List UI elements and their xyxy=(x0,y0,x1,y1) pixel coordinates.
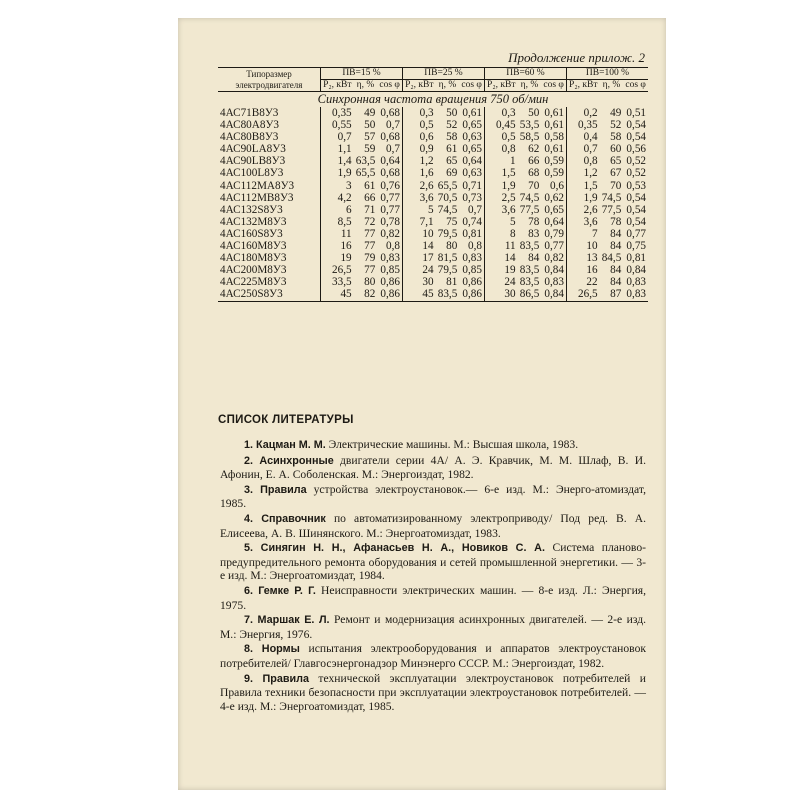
value-cell: 0,77 xyxy=(544,240,564,253)
group-header: ПВ=25 % xyxy=(402,68,484,80)
value-cell: 0,59 xyxy=(544,155,564,168)
value-cell: 70 xyxy=(528,179,540,192)
reference-item xyxy=(220,438,646,453)
value-cell: 81 xyxy=(446,276,458,289)
reference-author: 2. Асинхронные xyxy=(244,454,334,467)
sub-header-cell: η, % xyxy=(600,80,624,92)
value-cell: 0,35 xyxy=(321,107,354,119)
value-cell: 69 xyxy=(446,167,458,180)
value-cell: 0,86 xyxy=(459,288,484,301)
value-cell: 83,5 xyxy=(436,288,460,301)
reference-author: 7. Маршак Е. Л. xyxy=(244,614,330,627)
value-cell: 33,5 xyxy=(321,276,354,288)
value-cell: 17 xyxy=(402,252,435,264)
value-cell: 0,61 xyxy=(544,143,564,156)
value-cell: 0,86 xyxy=(462,276,482,289)
table-row xyxy=(218,143,648,155)
motor-type-cell: 4АС80А8У3 xyxy=(220,119,279,132)
value-cell: 3,6 xyxy=(566,216,599,228)
table-row xyxy=(218,264,648,276)
value-cell: 11 xyxy=(484,240,517,252)
value-cell: 52 xyxy=(446,119,458,132)
value-cell: 0,3 xyxy=(484,107,517,119)
value-cell: 0,64 xyxy=(462,155,482,168)
value-cell: 0,83 xyxy=(380,252,400,265)
motor-type-cell: 4АС80В8У3 xyxy=(220,131,279,144)
value-cell: 0,35 xyxy=(566,119,599,131)
value-cell: 1,1 xyxy=(321,143,354,155)
reference-text: устройства электроустановок.— 6-е изд. М.: Энерго-атомиздат, 1985. xyxy=(220,482,646,511)
literature-title: СПИСОК ЛИТЕРАТУРЫ xyxy=(218,414,354,426)
table-row xyxy=(218,131,648,143)
value-cell: 0,52 xyxy=(626,155,646,168)
value-cell: 0,77 xyxy=(380,203,400,216)
value-cell: 62 xyxy=(528,143,540,156)
reference-item xyxy=(220,512,646,540)
value-cell: 2,6 xyxy=(566,204,599,216)
value-cell: 65,5 xyxy=(437,179,458,192)
value-cell: 3,6 xyxy=(484,204,517,216)
sub-header-cell: η, % xyxy=(518,80,542,92)
value-cell: 77 xyxy=(364,240,376,253)
value-cell: 83 xyxy=(528,227,540,240)
value-cell: 68 xyxy=(528,167,540,180)
motor-type-cell: 4АС132S8У3 xyxy=(220,203,283,216)
value-cell: 0,85 xyxy=(380,264,400,277)
motor-type-cell: 4АС160М8У3 xyxy=(220,240,287,253)
value-cell: 7 xyxy=(566,228,599,240)
value-cell: 26,5 xyxy=(566,288,599,301)
value-cell: 0,71 xyxy=(462,179,482,192)
value-cell: 65,5 xyxy=(355,167,376,180)
value-cell: 22 xyxy=(566,276,599,288)
value-cell: 1,5 xyxy=(484,167,517,179)
value-cell: 77,5 xyxy=(601,203,622,216)
motor-spec-table xyxy=(218,67,648,302)
value-cell: 49 xyxy=(610,107,622,119)
table-row xyxy=(218,107,648,119)
value-cell: 67 xyxy=(610,167,622,180)
value-cell: 0,59 xyxy=(544,167,564,180)
value-cell: 0,78 xyxy=(380,215,400,228)
table-row xyxy=(218,180,648,192)
value-cell: 0,62 xyxy=(544,191,564,204)
reference-text: испытания электрооборудования и аппаратов электроустановок потребителей/ Главгосэнергонадзор Минэнерго СССР. М.: Энергоиздат, 1982. xyxy=(220,642,646,670)
value-cell: 65 xyxy=(446,155,458,168)
value-cell: 77 xyxy=(364,264,376,277)
value-cell: 79,5 xyxy=(437,227,458,240)
value-cell: 0,73 xyxy=(462,191,482,204)
sub-header-cell: η, % xyxy=(436,80,460,92)
value-cell: 82 xyxy=(354,288,378,301)
value-cell: 0,54 xyxy=(626,119,646,132)
value-cell: 0,84 xyxy=(541,288,566,301)
table-row xyxy=(218,240,648,252)
value-cell: 1,9 xyxy=(484,180,517,192)
value-cell: 0,68 xyxy=(380,107,400,119)
motor-type-cell: 4АС100L8У3 xyxy=(220,167,284,180)
reference-author: 4. Справочник xyxy=(244,512,326,525)
value-cell: 0,8 xyxy=(386,240,400,253)
motor-type-cell: 4АС71В8У3 xyxy=(220,107,279,119)
value-cell: 1,2 xyxy=(402,155,435,167)
value-cell: 63,5 xyxy=(355,155,376,168)
value-cell: 70,5 xyxy=(437,191,458,204)
value-cell: 74,5 xyxy=(601,191,622,204)
value-cell: 65 xyxy=(610,155,622,168)
value-cell: 0,53 xyxy=(626,179,646,192)
value-cell: 0,7 xyxy=(386,143,400,156)
value-cell: 84,5 xyxy=(601,252,622,265)
reference-list xyxy=(220,438,646,714)
table-row xyxy=(218,155,648,167)
value-cell: 84 xyxy=(610,240,622,253)
value-cell: 45 xyxy=(321,288,354,301)
value-cell: 5 xyxy=(402,204,435,216)
value-cell: 57 xyxy=(364,131,376,144)
value-cell: 61 xyxy=(446,143,458,156)
value-cell: 72 xyxy=(364,215,376,228)
table-row xyxy=(218,119,648,131)
value-cell: 0,75 xyxy=(626,240,646,253)
value-cell: 2,5 xyxy=(484,192,517,204)
value-cell: 14 xyxy=(402,240,435,252)
value-cell: 79,5 xyxy=(437,264,458,277)
table-row xyxy=(218,192,648,204)
value-cell: 60 xyxy=(610,143,622,156)
value-cell: 0,77 xyxy=(380,191,400,204)
value-cell: 8 xyxy=(484,228,517,240)
motor-type-cell: 4АС200М8У3 xyxy=(220,264,287,277)
value-cell: 0,7 xyxy=(386,119,400,132)
value-cell: 0,54 xyxy=(626,191,646,204)
value-cell: 1,2 xyxy=(566,167,599,179)
value-cell: 0,55 xyxy=(321,119,354,131)
value-cell: 24 xyxy=(402,264,435,276)
value-cell: 1,9 xyxy=(566,192,599,204)
value-cell: 24 xyxy=(484,276,517,288)
value-cell: 10 xyxy=(566,240,599,252)
reference-author: 5. Синягин Н. Н., Афанасьев Н. А., Новиков С. А. xyxy=(244,542,545,555)
value-cell: 0,86 xyxy=(377,288,402,301)
table-row xyxy=(218,167,648,179)
value-cell: 0,2 xyxy=(566,107,599,119)
value-cell: 66 xyxy=(528,155,540,168)
reference-author: 6. Гемке Р. Г. xyxy=(244,584,316,597)
value-cell: 0,81 xyxy=(626,252,646,265)
value-cell: 58,5 xyxy=(519,131,540,144)
value-cell: 0,3 xyxy=(402,107,435,119)
motor-type-cell: 4АС112МВ8У3 xyxy=(220,191,294,204)
sub-header-cell: P₂, кВт xyxy=(566,80,599,92)
value-cell: 0,7 xyxy=(566,143,599,155)
motor-type-cell: 4АС112МА8У3 xyxy=(220,179,295,192)
value-cell: 19 xyxy=(321,252,354,264)
sub-header-cell: P₂, кВт xyxy=(402,80,435,92)
value-cell: 0,83 xyxy=(462,252,482,265)
reference-text: Электрические машины. М.: Высшая школа, 1983. xyxy=(328,438,579,451)
value-cell: 0,83 xyxy=(544,276,564,289)
value-cell: 0,6 xyxy=(549,179,564,192)
value-cell: 53,5 xyxy=(519,119,540,132)
value-cell: 1,4 xyxy=(321,155,354,167)
reference-item xyxy=(220,584,646,612)
reference-author: 9. Правила xyxy=(244,672,310,685)
reference-text: Ремонт и модернизация асинхронных двигателей. — 2-е изд. М.: Энергия, 1976. xyxy=(220,613,646,641)
value-cell: 3,6 xyxy=(402,192,435,204)
group-header: ПВ=15 % xyxy=(321,68,403,80)
table-row xyxy=(218,288,648,301)
reference-text: Неисправности электрических машин. — 8-е изд. Л.: Энергия, 1975. xyxy=(220,583,646,612)
reference-author: 1. Кацман М. М. xyxy=(244,439,326,451)
value-cell: 0,85 xyxy=(462,264,482,277)
value-cell: 0,81 xyxy=(462,227,482,240)
value-cell: 50 xyxy=(364,119,376,132)
value-cell: 49 xyxy=(364,107,376,119)
value-cell: 16 xyxy=(566,264,599,276)
value-cell: 0,61 xyxy=(544,119,564,132)
value-cell: 1,6 xyxy=(402,167,435,179)
value-cell: 0,5 xyxy=(402,119,435,131)
value-cell: 10 xyxy=(402,228,435,240)
value-cell: 50 xyxy=(446,107,458,119)
value-cell: 0,64 xyxy=(544,215,564,228)
value-cell: 80 xyxy=(446,240,458,253)
value-cell: 0,84 xyxy=(544,264,564,277)
value-cell: 59 xyxy=(364,143,376,156)
group-header: ПВ=60 % xyxy=(484,68,566,80)
value-cell: 26,5 xyxy=(321,264,354,276)
value-cell: 0,63 xyxy=(462,167,482,180)
value-cell: 50 xyxy=(528,107,540,119)
reference-item xyxy=(220,613,646,641)
motor-type-cell: 4АС180М8У3 xyxy=(220,252,287,265)
header-motor-type: Типоразмер электродвигателя xyxy=(218,68,321,92)
reference-item xyxy=(220,483,646,511)
value-cell: 0,52 xyxy=(626,167,646,180)
value-cell: 66 xyxy=(364,191,376,204)
value-cell: 0,61 xyxy=(462,107,482,119)
value-cell: 16 xyxy=(321,240,354,252)
value-cell: 0,58 xyxy=(544,131,564,144)
value-cell: 7,1 xyxy=(402,216,435,228)
value-cell: 14 xyxy=(484,252,517,264)
value-cell: 19 xyxy=(484,264,517,276)
value-cell: 58 xyxy=(610,131,622,144)
value-cell: 83,5 xyxy=(519,276,540,289)
table-row xyxy=(218,216,648,228)
table-row xyxy=(218,228,648,240)
sub-header-cell: cos φ xyxy=(377,80,402,92)
value-cell: 86,5 xyxy=(518,288,542,301)
value-cell: 78 xyxy=(528,215,540,228)
value-cell: 0,9 xyxy=(402,143,435,155)
sub-header-cell: cos φ xyxy=(459,80,484,92)
value-cell: 6 xyxy=(321,204,354,216)
value-cell: 0,86 xyxy=(380,276,400,289)
value-cell: 81,5 xyxy=(437,252,458,265)
reference-author: 8. Нормы xyxy=(244,643,300,656)
value-cell: 0,64 xyxy=(380,155,400,168)
value-cell: 0,54 xyxy=(626,203,646,216)
value-cell: 0,65 xyxy=(544,203,564,216)
sub-header-cell: P₂, кВт xyxy=(321,80,354,92)
value-cell: 0,8 xyxy=(484,143,517,155)
value-cell: 3 xyxy=(321,180,354,192)
value-cell: 0,8 xyxy=(566,155,599,167)
value-cell: 0,77 xyxy=(626,227,646,240)
reference-item xyxy=(220,541,646,583)
value-cell: 83,5 xyxy=(519,264,540,277)
value-cell: 13 xyxy=(566,252,599,264)
value-cell: 30 xyxy=(402,276,435,288)
value-cell: 0,84 xyxy=(626,264,646,277)
sub-header-cell: cos φ xyxy=(623,80,648,92)
sub-header-cell: cos φ xyxy=(541,80,566,92)
table-row xyxy=(218,252,648,264)
value-cell: 70 xyxy=(610,179,622,192)
motor-type-cell: 4АС160S8У3 xyxy=(220,227,283,240)
value-cell: 0,7 xyxy=(467,203,482,216)
value-cell: 0,65 xyxy=(462,143,482,156)
value-cell: 84 xyxy=(610,264,622,277)
value-cell: 84 xyxy=(610,276,622,289)
value-cell: 8,5 xyxy=(321,216,354,228)
motor-type-cell: 4АС225М8У3 xyxy=(220,276,287,289)
value-cell: 75 xyxy=(446,215,458,228)
reference-text: по автоматизированному электроприводу/ Под ред. В. А. Елисеева, А. В. Шинянского. М.: Энергоатомиздат, 1983. xyxy=(220,511,647,540)
value-cell: 74,5 xyxy=(519,191,540,204)
value-cell: 0,68 xyxy=(380,131,400,144)
value-cell: 0,74 xyxy=(462,215,482,228)
value-cell: 80 xyxy=(364,276,376,289)
reference-item xyxy=(220,672,646,714)
reference-text: Система планово-предупредительного ремонта оборудования и сетей промышленной энергетики. — 3-е изд. М.: Энергоатомиздат, 1984. xyxy=(220,541,646,583)
reference-text: технической эксплуатации электроустановок потребителей и Правила техники безопасности при эксплуатации электроустановок потребителей. — 4-е изд. М.: Энергоатомиздат, 1985. xyxy=(220,671,646,713)
value-cell: 2,6 xyxy=(402,180,435,192)
value-cell: 0,7 xyxy=(321,131,354,143)
value-cell: 0,56 xyxy=(626,143,646,156)
value-cell: 71 xyxy=(364,203,376,216)
value-cell: 84 xyxy=(610,227,622,240)
value-cell: 0,45 xyxy=(484,119,517,131)
value-cell: 1,5 xyxy=(566,180,599,192)
value-cell: 0,83 xyxy=(626,276,646,289)
value-cell: 61 xyxy=(364,179,376,192)
reference-item xyxy=(220,454,646,482)
motor-type-cell: 4АС90LА8У3 xyxy=(220,143,286,156)
value-cell: 0,51 xyxy=(626,107,646,119)
value-cell: 0,8 xyxy=(467,240,482,253)
value-cell: 4,2 xyxy=(321,192,354,204)
sub-header-cell: P₂, кВт xyxy=(484,80,517,92)
motor-type-cell: 4АС90LВ8У3 xyxy=(220,155,286,168)
value-cell: 0,65 xyxy=(462,119,482,132)
value-cell: 87 xyxy=(600,288,624,301)
value-cell: 11 xyxy=(321,228,354,240)
value-cell: 79 xyxy=(364,252,376,265)
value-cell: 74,5 xyxy=(437,203,458,216)
reference-text: двигатели серии 4А/ А. Э. Кравчик, М. М. Шлаф, В. И. Афонин, Е. А. Соболенская. М.: Энергоиздат, 1982. xyxy=(220,453,646,482)
value-cell: 78 xyxy=(610,215,622,228)
table-row xyxy=(218,276,648,288)
group-header: ПВ=100 % xyxy=(566,68,648,80)
value-cell: 83,5 xyxy=(519,240,540,253)
continuation-label: Продолжение прилож. 2 xyxy=(508,50,645,65)
reference-item xyxy=(220,642,646,670)
value-cell: 0,82 xyxy=(544,252,564,265)
motor-type-cell: 4АС250S8У3 xyxy=(218,288,321,301)
sub-header-cell: η, % xyxy=(354,80,378,92)
value-cell: 77,5 xyxy=(519,203,540,216)
value-cell: 0,83 xyxy=(623,288,648,301)
value-cell: 30 xyxy=(484,288,517,301)
value-cell: 0,61 xyxy=(544,107,564,119)
value-cell: 84 xyxy=(528,252,540,265)
value-cell: 0,54 xyxy=(626,215,646,228)
table-body xyxy=(218,107,648,301)
value-cell: 0,79 xyxy=(544,227,564,240)
value-cell: 58 xyxy=(446,131,458,144)
motor-type-cell: 4АС132М8У3 xyxy=(220,215,287,228)
value-cell: 1 xyxy=(484,155,517,167)
value-cell: 0,5 xyxy=(484,131,517,143)
value-cell: 0,82 xyxy=(380,227,400,240)
sync-caption: Синхронная частота вращения 750 об/мин xyxy=(317,92,549,106)
value-cell: 0,76 xyxy=(380,179,400,192)
value-cell: 0,4 xyxy=(566,131,599,143)
value-cell: 0,63 xyxy=(462,131,482,144)
value-cell: 0,68 xyxy=(380,167,400,180)
value-cell: 0,54 xyxy=(626,131,646,144)
value-cell: 5 xyxy=(484,216,517,228)
reference-author: 3. Правила xyxy=(244,483,307,496)
value-cell: 77 xyxy=(364,227,376,240)
value-cell: 0,6 xyxy=(402,131,435,143)
table-row xyxy=(218,204,648,216)
value-cell: 1,9 xyxy=(321,167,354,179)
value-cell: 52 xyxy=(610,119,622,132)
value-cell: 45 xyxy=(402,288,435,301)
